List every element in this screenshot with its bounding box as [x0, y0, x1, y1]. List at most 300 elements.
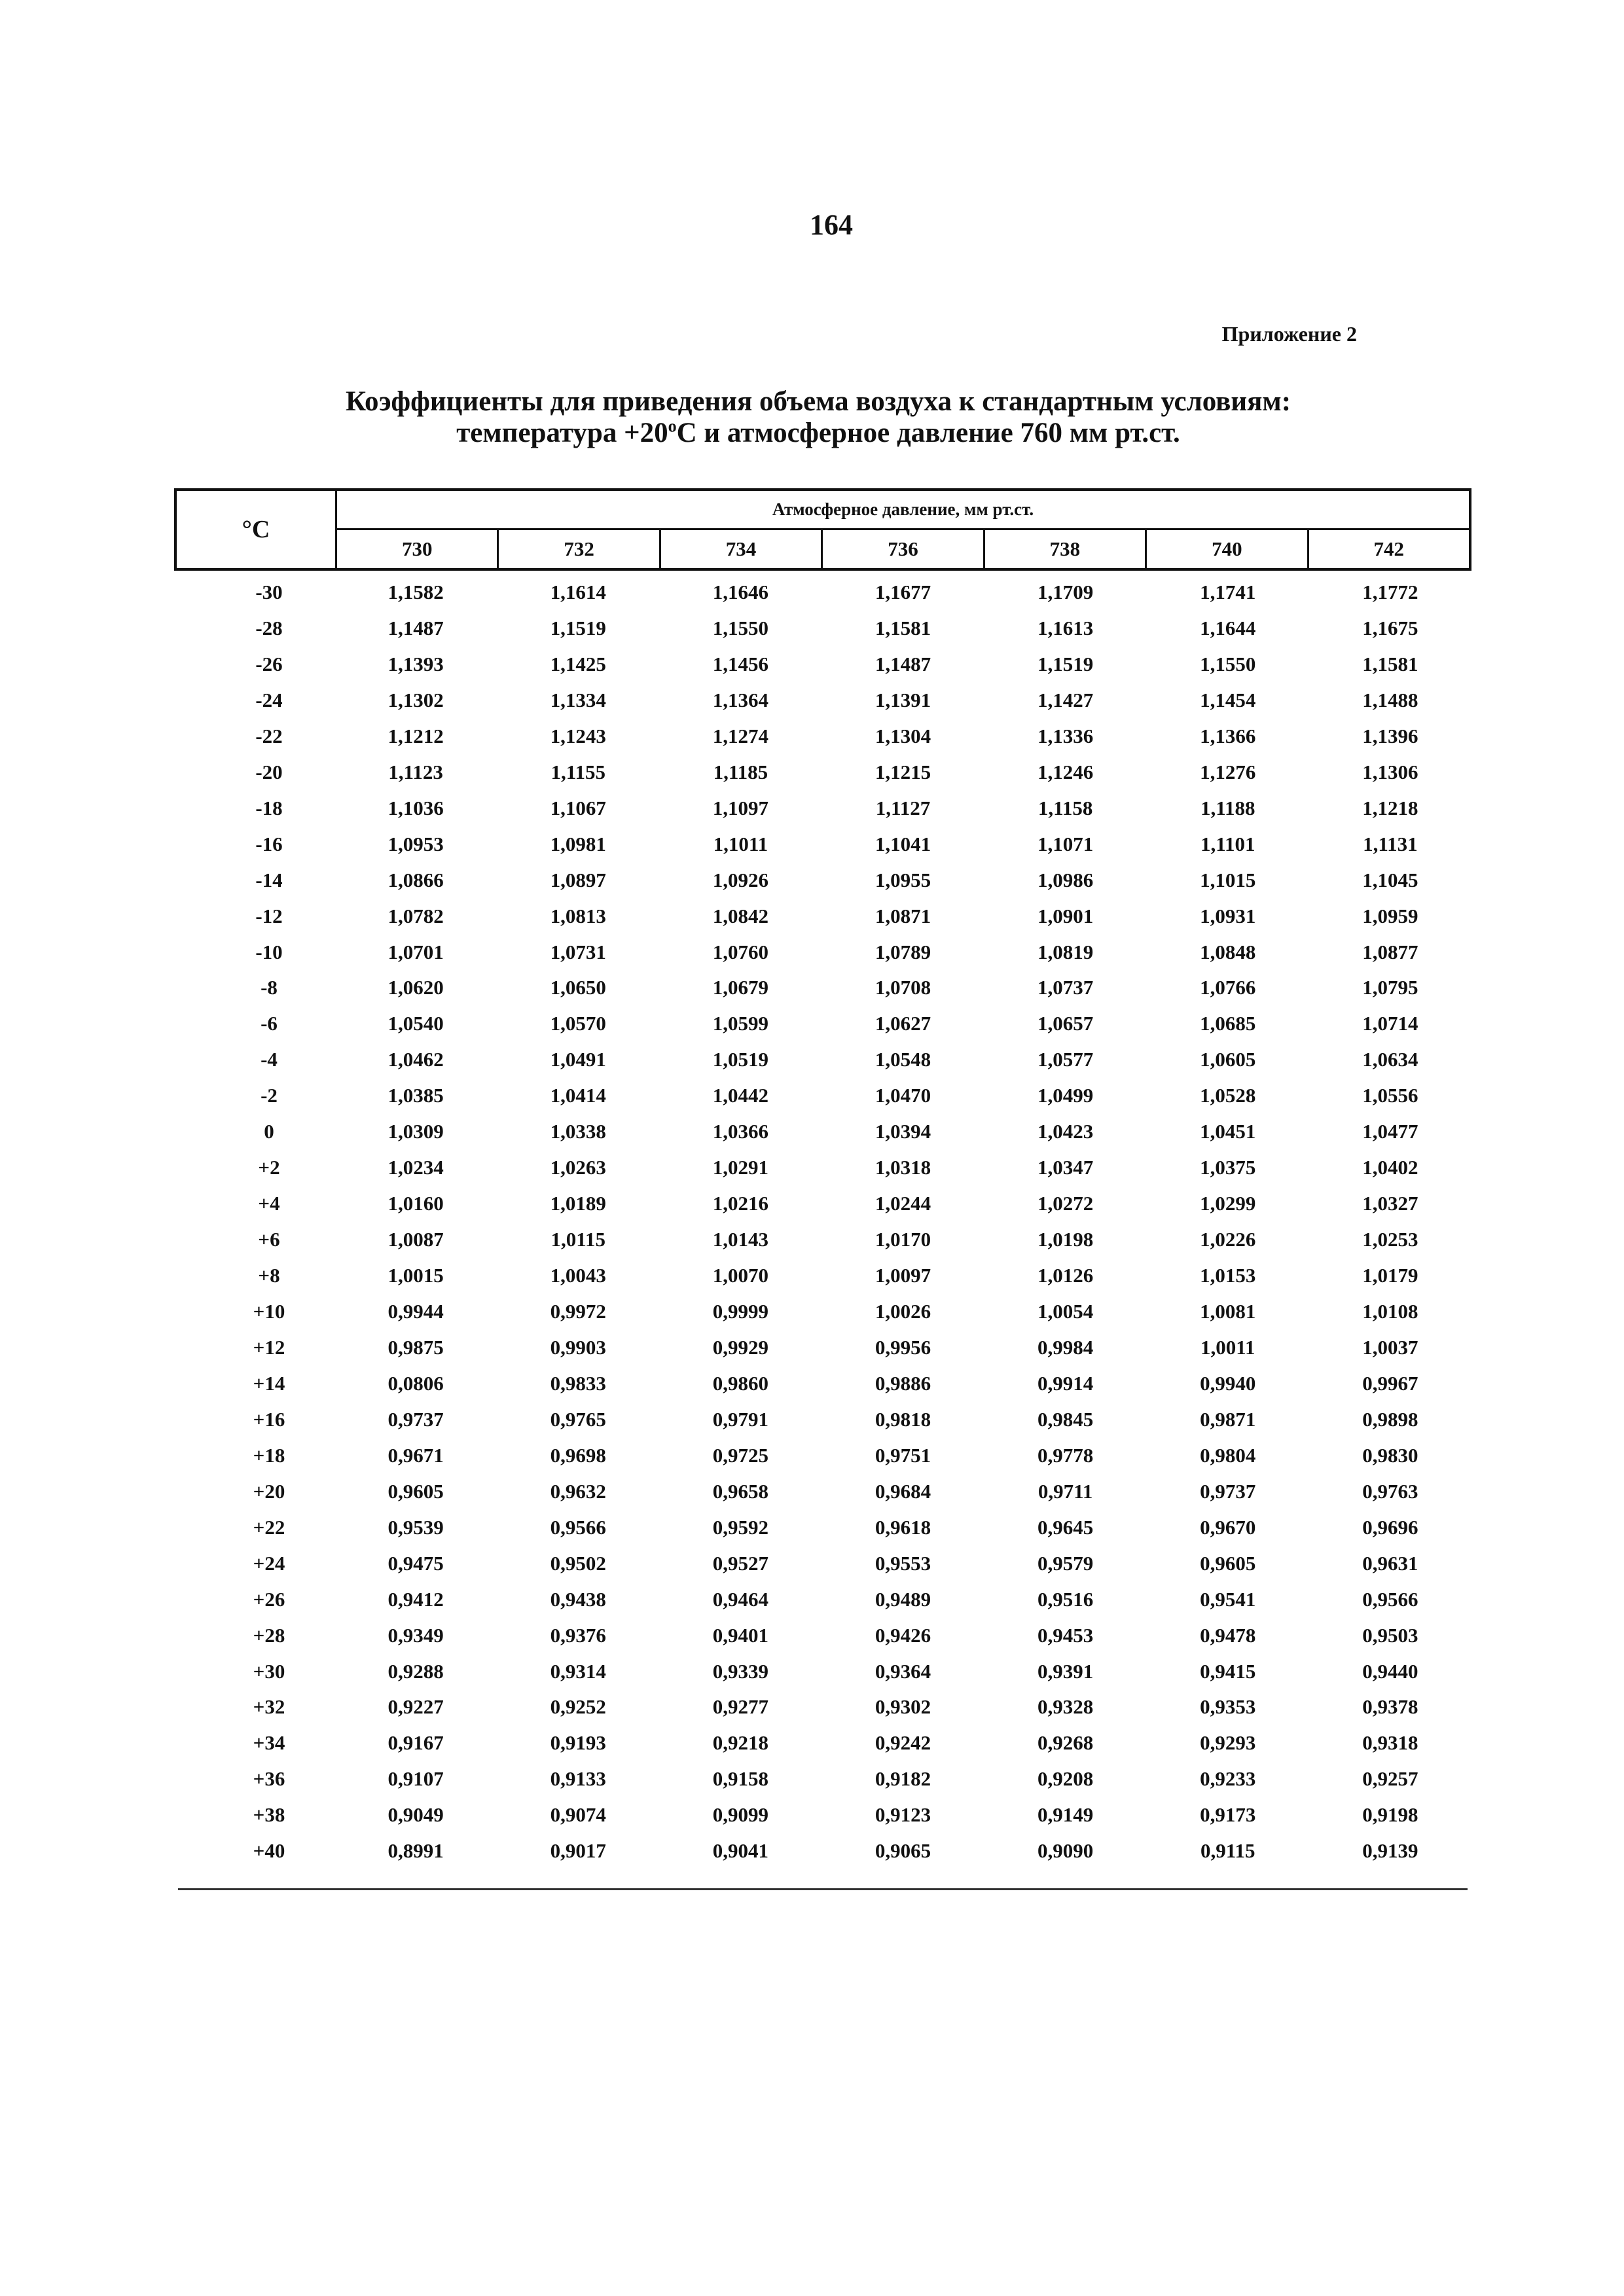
temperature-cell: -8 — [261, 976, 278, 999]
degree-sup: o — [668, 416, 677, 436]
coefficient-cell: 1,1071 — [1038, 832, 1094, 855]
coefficient-cell: 0,9017 — [550, 1839, 606, 1863]
coefficient-cell: 1,0813 — [550, 904, 606, 927]
pressure-header-730: 730 — [337, 530, 499, 568]
temperature-cell: +38 — [253, 1803, 285, 1827]
coefficient-cell: 0,9099 — [712, 1803, 768, 1827]
coefficient-cell: 0,9218 — [712, 1731, 768, 1755]
coefficient-cell: 0,9631 — [1362, 1551, 1418, 1575]
coefficient-cell: 0,9684 — [875, 1479, 931, 1503]
coefficient-cell: 1,0291 — [712, 1156, 768, 1179]
coefficient-cell: 1,0959 — [1362, 904, 1418, 927]
coefficient-cell: 0,9041 — [712, 1839, 768, 1863]
coefficient-cell: 0,9833 — [550, 1371, 606, 1395]
temperature-cell: +12 — [253, 1335, 285, 1359]
coefficient-cell: 0,9845 — [1038, 1407, 1094, 1431]
coefficient-cell: 1,0216 — [712, 1192, 768, 1215]
coefficient-cell: 1,1276 — [1200, 760, 1256, 783]
coefficient-cell: 1,0015 — [388, 1264, 444, 1287]
coefficient-cell: 0,9158 — [712, 1767, 768, 1791]
coefficient-cell: 1,0477 — [1362, 1120, 1418, 1143]
coefficient-cell: 1,1185 — [713, 760, 768, 783]
coefficient-cell: 1,0170 — [875, 1228, 931, 1251]
coefficient-cell: 1,1741 — [1200, 581, 1256, 603]
temperature-cell: -28 — [255, 616, 283, 639]
table-row — [174, 1114, 1471, 1149]
coefficient-cell: 1,1036 — [388, 796, 444, 819]
coefficient-cell: 1,0871 — [875, 904, 931, 927]
temperature-cell: +8 — [258, 1264, 280, 1287]
coefficient-cell: 1,1644 — [1200, 616, 1256, 639]
title-line-2-start: температура +20 — [456, 418, 668, 448]
coefficient-cell: 1,1614 — [550, 581, 606, 603]
coefficient-cell: 1,0519 — [712, 1048, 768, 1071]
coefficient-cell: 0,9737 — [388, 1407, 444, 1431]
temperature-cell: -12 — [255, 904, 283, 927]
table-row — [174, 683, 1471, 718]
coefficient-cell: 0,9860 — [712, 1371, 768, 1395]
table-row — [174, 1546, 1471, 1581]
table-row — [174, 1797, 1471, 1833]
coefficient-cell: 0,9566 — [550, 1515, 606, 1539]
coefficient-cell: 1,1487 — [388, 616, 444, 639]
coefficient-cell: 0,9182 — [875, 1767, 931, 1791]
table-row — [174, 1258, 1471, 1293]
temperature-cell: +6 — [258, 1228, 280, 1251]
coefficient-cell: 0,9123 — [875, 1803, 931, 1827]
coefficient-cell: 1,1366 — [1200, 724, 1256, 747]
coefficient-cell: 0,9115 — [1200, 1839, 1255, 1863]
table-row — [174, 1761, 1471, 1797]
table-row — [174, 1582, 1471, 1617]
coefficient-cell: 1,1246 — [1038, 760, 1094, 783]
temperature-cell: +14 — [253, 1371, 285, 1395]
coefficient-cell: 0,9328 — [1038, 1695, 1094, 1719]
table-row — [174, 1654, 1471, 1689]
temperature-column-header: °С — [177, 491, 337, 568]
coefficient-cell: 1,0866 — [388, 868, 444, 891]
coefficient-cell: 1,0701 — [388, 940, 444, 963]
coefficient-cell: 1,1582 — [388, 581, 444, 603]
coefficient-cell: 1,0272 — [1038, 1192, 1094, 1215]
coefficient-cell: 1,0198 — [1038, 1228, 1094, 1251]
coefficient-cell: 0,9929 — [712, 1335, 768, 1359]
coefficient-cell: 0,9944 — [388, 1300, 444, 1323]
coefficient-cell: 1,0366 — [712, 1120, 768, 1143]
table-header — [174, 488, 1471, 571]
coefficient-cell: 0,9049 — [388, 1803, 444, 1827]
temperature-cell: -6 — [261, 1012, 278, 1035]
coefficient-cell: 1,0760 — [712, 940, 768, 963]
pressure-headers — [337, 530, 1469, 568]
table-row — [174, 1078, 1471, 1113]
table-row — [174, 791, 1471, 826]
temperature-cell: +30 — [253, 1659, 285, 1683]
coefficient-cell: 1,0795 — [1362, 976, 1418, 999]
pressure-header-734: 734 — [661, 530, 823, 568]
coefficient-cell: 0,0806 — [388, 1371, 444, 1395]
coefficient-cell: 0,9415 — [1200, 1659, 1256, 1683]
coefficient-cell: 0,9349 — [388, 1623, 444, 1647]
coefficient-cell: 1,0394 — [875, 1120, 931, 1143]
coefficient-cell: 0,9972 — [550, 1300, 606, 1323]
coefficient-cell: 1,1364 — [712, 688, 768, 711]
coefficient-cell: 0,9984 — [1038, 1335, 1094, 1359]
coefficient-cell: 1,1519 — [550, 616, 606, 639]
coefficient-cell: 0,9227 — [388, 1695, 444, 1719]
table-row — [174, 1689, 1471, 1725]
coefficient-cell: 0,9090 — [1038, 1839, 1094, 1863]
coefficient-cell: 1,0499 — [1038, 1084, 1094, 1107]
coefficient-cell: 1,0548 — [875, 1048, 931, 1071]
coefficient-cell: 0,9252 — [550, 1695, 606, 1719]
coefficient-cell: 1,0442 — [712, 1084, 768, 1107]
coefficient-cell: 0,9502 — [550, 1551, 606, 1575]
coefficient-cell: 1,1215 — [875, 760, 931, 783]
coefficient-cell: 0,9489 — [875, 1587, 931, 1611]
coefficient-cell: 1,0708 — [875, 976, 931, 999]
table-row — [174, 1294, 1471, 1329]
coefficient-cell: 0,9339 — [712, 1659, 768, 1683]
coefficient-cell: 0,9401 — [712, 1623, 768, 1647]
coefficient-cell: 1,1067 — [550, 796, 606, 819]
coefficient-cell: 1,1045 — [1362, 868, 1418, 891]
coefficient-cell: 1,1212 — [388, 724, 444, 747]
coefficient-cell: 1,1393 — [388, 652, 444, 675]
coefficient-cell: 0,9391 — [1038, 1659, 1094, 1683]
temperature-cell: +36 — [253, 1767, 285, 1791]
temperature-cell: -24 — [255, 688, 283, 711]
table-row — [174, 1042, 1471, 1077]
coefficient-cell: 1,1550 — [1200, 652, 1256, 675]
coefficient-cell: 1,1550 — [712, 616, 768, 639]
coefficient-cell: 1,0423 — [1038, 1120, 1094, 1143]
coefficient-cell: 0,9208 — [1038, 1767, 1094, 1791]
title-line-1: Коэффициенты для приведения объема воздуха к стандартным условиям: — [345, 386, 1291, 417]
coefficient-cell: 0,9903 — [550, 1335, 606, 1359]
coefficient-cell: 1,0528 — [1200, 1084, 1256, 1107]
coefficient-cell: 1,1646 — [712, 581, 768, 603]
coefficient-cell: 0,9605 — [388, 1479, 444, 1503]
coefficient-cell: 1,0226 — [1200, 1228, 1256, 1251]
coefficient-cell: 1,0570 — [550, 1012, 606, 1035]
coefficient-cell: 1,0414 — [550, 1084, 606, 1107]
temperature-cell: -2 — [261, 1084, 278, 1107]
pressure-header-732: 732 — [499, 530, 660, 568]
coefficient-cell: 1,0789 — [875, 940, 931, 963]
temperature-cell: -18 — [255, 796, 283, 819]
coefficient-cell: 1,1101 — [1200, 832, 1255, 855]
table-row — [174, 935, 1471, 970]
coefficient-cell: 0,9139 — [1362, 1839, 1418, 1863]
coefficient-cell: 1,0234 — [388, 1156, 444, 1179]
coefficient-cell: 1,1127 — [875, 796, 931, 819]
coefficient-cell: 1,1454 — [1200, 688, 1256, 711]
coefficient-cell: 0,9426 — [875, 1623, 931, 1647]
temperature-cell: +24 — [253, 1551, 285, 1575]
table-row — [174, 719, 1471, 754]
coefficient-cell: 0,9318 — [1362, 1731, 1418, 1755]
coefficient-cell: 0,9791 — [712, 1407, 768, 1431]
temperature-cell: +34 — [253, 1731, 285, 1755]
coefficient-cell: 1,0327 — [1362, 1192, 1418, 1215]
coefficient-cell: 0,9541 — [1200, 1587, 1256, 1611]
table-row — [174, 1006, 1471, 1041]
table-row — [174, 1438, 1471, 1473]
coefficient-cell: 0,9149 — [1038, 1803, 1094, 1827]
coefficient-cell: 0,9751 — [875, 1443, 931, 1467]
coefficient-cell: 1,0309 — [388, 1120, 444, 1143]
table-row — [174, 863, 1471, 898]
coefficient-cell: 1,0685 — [1200, 1012, 1256, 1035]
coefficient-cell: 1,1218 — [1362, 796, 1418, 819]
coefficient-cell: 1,0679 — [712, 976, 768, 999]
coefficient-cell: 0,9605 — [1200, 1551, 1256, 1575]
temperature-cell: +40 — [253, 1839, 285, 1863]
coefficient-cell: 1,1302 — [388, 688, 444, 711]
coefficient-cell: 0,9412 — [388, 1587, 444, 1611]
temperature-cell: -4 — [261, 1048, 278, 1071]
table-row — [174, 970, 1471, 1005]
coefficient-cell: 0,9592 — [712, 1515, 768, 1539]
temperature-cell: 0 — [264, 1120, 274, 1143]
coefficient-cell: 0,9778 — [1038, 1443, 1094, 1467]
coefficient-cell: 0,9914 — [1038, 1371, 1094, 1395]
coefficient-cell: 0,9293 — [1200, 1731, 1256, 1755]
coefficient-cell: 1,1097 — [712, 796, 768, 819]
coefficient-cell: 1,0026 — [875, 1300, 931, 1323]
coefficient-cell: 1,1709 — [1038, 581, 1094, 603]
coefficient-cell: 1,0627 — [875, 1012, 931, 1035]
coefficient-cell: 1,0782 — [388, 904, 444, 927]
table-row — [174, 1150, 1471, 1185]
table-title — [196, 386, 1440, 449]
coefficient-cell: 0,9167 — [388, 1731, 444, 1755]
coefficient-cell: 1,0981 — [550, 832, 606, 855]
coefficient-cell: 1,1391 — [875, 688, 931, 711]
coefficient-cell: 1,0737 — [1038, 976, 1094, 999]
coefficient-cell: 0,9364 — [875, 1659, 931, 1683]
coefficient-cell: 0,9065 — [875, 1839, 931, 1863]
coefficient-cell: 0,9074 — [550, 1803, 606, 1827]
coefficient-cell: 1,1131 — [1363, 832, 1418, 855]
coefficient-cell: 0,9516 — [1038, 1587, 1094, 1611]
coefficient-cell: 1,0081 — [1200, 1300, 1256, 1323]
coefficient-cell: 1,0263 — [550, 1156, 606, 1179]
table-row — [174, 611, 1471, 646]
coefficient-cell: 1,0054 — [1038, 1300, 1094, 1323]
coefficient-cell: 0,9277 — [712, 1695, 768, 1719]
table-row — [174, 1402, 1471, 1437]
temperature-cell: +16 — [253, 1407, 285, 1431]
coefficient-cell: 1,0451 — [1200, 1120, 1256, 1143]
coefficient-cell: 0,8991 — [388, 1839, 444, 1863]
temperature-cell: -26 — [255, 652, 283, 675]
coefficient-cell: 1,0462 — [388, 1048, 444, 1071]
coefficient-cell: 0,9353 — [1200, 1695, 1256, 1719]
coefficient-cell: 0,9658 — [712, 1479, 768, 1503]
coefficient-cell: 0,9830 — [1362, 1443, 1418, 1467]
coefficient-cell: 1,0244 — [875, 1192, 931, 1215]
appendix-label: Приложение 2 — [1221, 322, 1357, 346]
coefficient-cell: 1,0620 — [388, 976, 444, 999]
coefficient-cell: 0,9618 — [875, 1515, 931, 1539]
coefficient-cell: 1,1677 — [875, 581, 931, 603]
coefficient-cell: 0,9173 — [1200, 1803, 1256, 1827]
coefficient-cell: 1,0189 — [550, 1192, 606, 1215]
coefficient-cell: 1,0097 — [875, 1264, 931, 1287]
temperature-cell: -20 — [255, 760, 283, 783]
coefficient-cell: 1,0108 — [1362, 1300, 1418, 1323]
coefficient-cell: 1,0402 — [1362, 1156, 1418, 1179]
coefficient-cell: 1,0731 — [550, 940, 606, 963]
coefficient-cell: 1,1675 — [1362, 616, 1418, 639]
temperature-cell: -22 — [255, 724, 283, 747]
coefficient-cell: 1,0877 — [1362, 940, 1418, 963]
coefficient-cell: 0,9376 — [550, 1623, 606, 1647]
temperature-cell: +20 — [253, 1479, 285, 1503]
coefficient-cell: 0,9133 — [550, 1767, 606, 1791]
coefficient-cell: 0,9725 — [712, 1443, 768, 1467]
pressure-header-736: 736 — [823, 530, 984, 568]
table-row — [174, 1474, 1471, 1509]
coefficient-cell: 1,0766 — [1200, 976, 1256, 999]
table-row — [174, 1366, 1471, 1401]
pressure-header-742: 742 — [1373, 537, 1404, 560]
coefficient-cell: 1,0070 — [712, 1264, 768, 1287]
temperature-cell: -14 — [255, 868, 283, 891]
coefficient-cell: 0,9539 — [388, 1515, 444, 1539]
bottom-rule — [178, 1888, 1468, 1890]
coefficient-cell: 1,0556 — [1362, 1084, 1418, 1107]
coefficient-cell: 0,9453 — [1038, 1623, 1094, 1647]
coefficient-cell: 1,0299 — [1200, 1192, 1256, 1215]
coefficient-cell: 1,1041 — [875, 832, 931, 855]
coefficient-cell: 1,0848 — [1200, 940, 1256, 963]
table-row — [174, 827, 1471, 862]
pressure-header-740: 740 — [1147, 530, 1308, 568]
coefficient-cell: 1,1123 — [388, 760, 443, 783]
coefficient-cell: 1,0955 — [875, 868, 931, 891]
coefficient-cell: 1,0037 — [1362, 1335, 1418, 1359]
coefficient-cell: 0,9440 — [1362, 1659, 1418, 1683]
title-line-2 — [196, 418, 1440, 449]
coefficient-cell: 0,9527 — [712, 1551, 768, 1575]
coefficient-cell: 1,0160 — [388, 1192, 444, 1215]
coefficient-cell: 1,0338 — [550, 1120, 606, 1143]
coefficient-cell: 0,9956 — [875, 1335, 931, 1359]
coefficient-cell: 0,9940 — [1200, 1371, 1256, 1395]
coefficient-cell: 0,9302 — [875, 1695, 931, 1719]
temperature-cell: +28 — [253, 1623, 285, 1647]
coefficient-cell: 1,0605 — [1200, 1048, 1256, 1071]
coefficient-cell: 1,1243 — [550, 724, 606, 747]
coefficient-cell: 1,0657 — [1038, 1012, 1094, 1035]
coefficient-cell: 1,1015 — [1200, 868, 1256, 891]
coefficient-cell: 1,0540 — [388, 1012, 444, 1035]
coefficient-cell: 0,9503 — [1362, 1623, 1418, 1647]
coefficient-cell: 1,0470 — [875, 1084, 931, 1107]
page-number: 164 — [810, 209, 853, 241]
coefficient-cell: 1,0318 — [875, 1156, 931, 1179]
coefficient-cell: 0,9999 — [712, 1300, 768, 1323]
coefficient-cell: 1,0115 — [550, 1228, 605, 1251]
temperature-cell: +22 — [253, 1515, 285, 1539]
coefficient-cell: 1,0819 — [1038, 940, 1094, 963]
coefficient-cell: 1,1772 — [1362, 581, 1418, 603]
coefficient-cell: 1,1425 — [550, 652, 606, 675]
coefficient-cell: 0,9698 — [550, 1443, 606, 1467]
coefficient-cell: 0,9475 — [388, 1551, 444, 1575]
coefficient-cell: 1,1304 — [875, 724, 931, 747]
coefficient-cell: 0,9804 — [1200, 1443, 1256, 1467]
coefficient-cell: 0,9257 — [1362, 1767, 1418, 1791]
pressure-group-header: Атмосферное давление, мм рт.ст. — [337, 491, 1469, 530]
pressure-header-738: 738 — [985, 530, 1147, 568]
temperature-cell: -16 — [255, 832, 283, 855]
coefficient-cell: 1,0650 — [550, 976, 606, 999]
temperature-cell: +26 — [253, 1587, 285, 1611]
coefficient-cell: 0,9566 — [1362, 1587, 1418, 1611]
coefficient-cell: 1,1155 — [550, 760, 605, 783]
coefficient-cell: 1,1427 — [1038, 688, 1094, 711]
coefficient-cell: 1,1306 — [1362, 760, 1418, 783]
table-row — [174, 1725, 1471, 1761]
coefficient-cell: 1,0143 — [712, 1228, 768, 1251]
coefficient-cell: 1,0953 — [388, 832, 444, 855]
temperature-cell: -10 — [255, 940, 283, 963]
temperature-cell: +4 — [258, 1192, 280, 1215]
coefficient-cell: 1,0043 — [550, 1264, 606, 1287]
coefficient-cell: 1,1336 — [1038, 724, 1094, 747]
coefficient-cell: 0,9765 — [550, 1407, 606, 1431]
coefficient-cell: 1,0491 — [550, 1048, 606, 1071]
coefficient-cell: 1,1488 — [1362, 688, 1418, 711]
coefficient-cell: 1,0931 — [1200, 904, 1256, 927]
coefficient-cell: 0,9645 — [1038, 1515, 1094, 1539]
coefficient-cell: 0,9871 — [1200, 1407, 1256, 1431]
coefficient-cell: 1,0385 — [388, 1084, 444, 1107]
coefficient-cell: 1,0634 — [1362, 1048, 1418, 1071]
coefficient-cell: 1,0011 — [1200, 1335, 1255, 1359]
coefficient-cell: 0,9198 — [1362, 1803, 1418, 1827]
coefficient-cell: 0,9242 — [875, 1731, 931, 1755]
coefficient-cell: 1,1519 — [1038, 652, 1094, 675]
table-row — [174, 1833, 1471, 1869]
table-row — [174, 1510, 1471, 1545]
coefficient-cell: 1,0986 — [1038, 868, 1094, 891]
coefficient-cell: 1,1188 — [1200, 796, 1255, 819]
coefficient-cell: 0,9464 — [712, 1587, 768, 1611]
table-row — [174, 899, 1471, 934]
coefficient-cell: 0,9898 — [1362, 1407, 1418, 1431]
table-row — [174, 1222, 1471, 1257]
coefficient-cell: 0,9763 — [1362, 1479, 1418, 1503]
coefficient-cell: 0,9268 — [1038, 1731, 1094, 1755]
coefficient-cell: 0,9438 — [550, 1587, 606, 1611]
table-row — [174, 755, 1471, 790]
coefficient-cell: 0,9967 — [1362, 1371, 1418, 1395]
coefficient-cell: 0,9314 — [550, 1659, 606, 1683]
coefficient-cell: 1,0253 — [1362, 1228, 1418, 1251]
coefficient-cell: 1,0577 — [1038, 1048, 1094, 1071]
coefficient-cell: 1,1334 — [550, 688, 606, 711]
coefficient-cell: 0,9378 — [1362, 1695, 1418, 1719]
coefficient-cell: 0,9696 — [1362, 1515, 1418, 1539]
coefficient-cell: 1,0347 — [1038, 1156, 1094, 1179]
coefficient-cell: 1,0926 — [712, 868, 768, 891]
coefficient-cell: 1,1274 — [712, 724, 768, 747]
